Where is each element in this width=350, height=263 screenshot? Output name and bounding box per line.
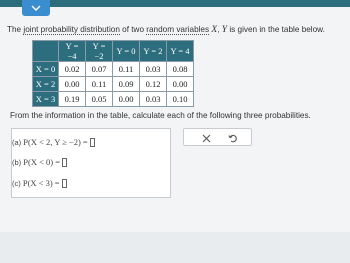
- chevron-down-icon: [31, 5, 41, 11]
- row-header: X = 2: [33, 77, 59, 92]
- answer-input-b[interactable]: [62, 158, 67, 167]
- question-intro: [7, 24, 347, 36]
- variable-x: X: [211, 25, 218, 35]
- table-cell: 0.08: [167, 62, 194, 77]
- column-header: Y = −4: [59, 41, 86, 62]
- row-header: X = 3: [33, 92, 59, 107]
- intro-text: of two: [119, 25, 147, 34]
- footer-area: [0, 232, 350, 263]
- part-a: [12, 137, 95, 147]
- table-cell: 0.05: [86, 92, 113, 107]
- table-cell: 0.02: [59, 62, 86, 77]
- part-expression: P(X < 0) =: [23, 157, 61, 167]
- top-accent-bar: [0, 0, 350, 7]
- collapse-toggle[interactable]: [22, 0, 50, 16]
- intro-text: The: [7, 25, 24, 34]
- table-cell: 0.03: [140, 62, 167, 77]
- table-corner: [33, 41, 59, 62]
- table-header-row: [33, 41, 194, 62]
- table-cell: 0.00: [59, 77, 86, 92]
- table-cell: 0.00: [113, 92, 140, 107]
- undo-icon: [228, 133, 238, 143]
- table-cell: 0.12: [140, 77, 167, 92]
- table-cell: 0.00: [167, 77, 194, 92]
- table-cell: 0.11: [113, 62, 140, 77]
- part-label: (a): [12, 137, 22, 147]
- glossary-link-random-variables[interactable]: random variables: [146, 25, 210, 34]
- close-icon: [202, 134, 211, 143]
- table-row: [33, 77, 194, 92]
- table-cell: 0.19: [59, 92, 86, 107]
- table-row: [33, 62, 194, 77]
- answer-input-c[interactable]: [62, 179, 67, 188]
- table-cell: 0.11: [86, 77, 113, 92]
- action-panel: [183, 128, 252, 146]
- table-row: [33, 92, 194, 107]
- column-header: Y = −2: [86, 41, 113, 62]
- part-c: [12, 178, 67, 188]
- intro-text: is given in the table below.: [227, 25, 325, 34]
- table-cell: 0.03: [140, 92, 167, 107]
- column-header: Y = 4: [167, 41, 194, 62]
- joint-distribution-table: [32, 40, 194, 107]
- glossary-link-joint-distribution[interactable]: joint probability distribution: [23, 25, 120, 34]
- answer-input-a[interactable]: [90, 138, 95, 147]
- variable-y: Y: [221, 25, 228, 35]
- part-label: (c): [12, 178, 21, 188]
- intro-text: ,: [217, 25, 222, 34]
- part-expression: P(X < 2, Y ≥ −2) =: [23, 137, 88, 147]
- column-header: Y = 0: [113, 41, 140, 62]
- table-cell: 0.09: [113, 77, 140, 92]
- part-b: [12, 157, 67, 167]
- table-cell: 0.10: [167, 92, 194, 107]
- instructions-text: From the information in the table, calculate each of the following three probabilities.: [10, 111, 311, 120]
- part-expression: P(X < 3) =: [22, 178, 60, 188]
- clear-button[interactable]: [200, 132, 212, 144]
- row-header: X = 0: [33, 62, 59, 77]
- undo-button[interactable]: [227, 132, 239, 144]
- table-cell: 0.07: [86, 62, 113, 77]
- column-header: Y = 2: [140, 41, 167, 62]
- part-label: (b): [12, 157, 22, 167]
